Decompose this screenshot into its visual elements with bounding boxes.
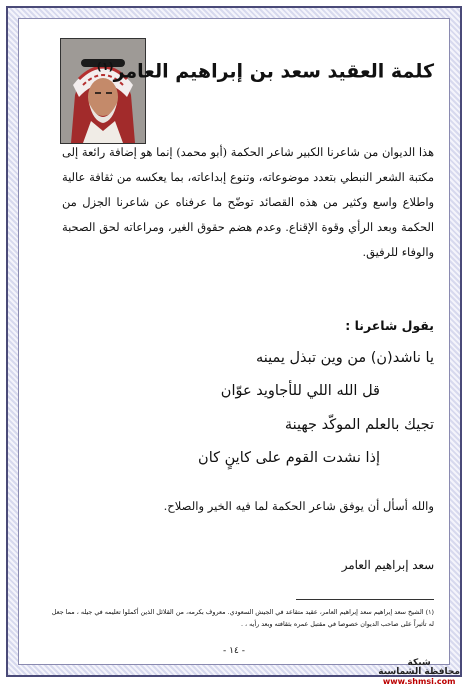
verse-line-3: تجيك بالعلم الموكّد جهينة — [284, 417, 434, 433]
page-number: - ١٤ - — [223, 646, 245, 656]
watermark-name: محافظة الشماسية — [378, 667, 460, 677]
footnote-divider — [296, 599, 434, 600]
watermark — [378, 659, 460, 686]
verse-line-1: يا ناشد(ن) من وين تبذل يمينه — [255, 350, 434, 366]
closing-text: والله أسأل أن يوفق شاعر الحكمة لما فيه الخير والصلاح. — [163, 499, 434, 513]
author-portrait — [60, 38, 146, 144]
footnote: (١) الشيخ سعد إبراهيم سعد إبراهيم العامر، عقيد متقاعد في الجيش السعودي. معروف بكرمه، من القلائل الذين أكملوا تعليمه في جيله ، مما جعل له تأثيراً على صاحب الديوان خصوصا في مقتبل عمره بثقافته وبعد رأيه ، . — [51, 608, 434, 628]
verse-line-4: إذا نشدت القوم على كاينٍ كان — [198, 450, 380, 466]
verse-intro-heading: يقول شاعرنا : — [345, 318, 434, 333]
document-page — [24, 24, 444, 664]
title-footnote-ref: (١) — [96, 60, 114, 73]
watermark-url: www.shmsi.com — [382, 677, 456, 686]
watermark-brand: شبكة — [407, 658, 431, 668]
signature: سعد إبراهيم العامر — [341, 558, 434, 572]
intro-paragraph: هذا الديوان من شاعرنا الكبير شاعر الحكمة (أبو محمد) إنما هو إضافة رائعة إلى مكتبة الشعر النبطي بتعدد موضوعاته، وتنوع إبداعاته، بما يعكسه من ثقافة عالية واطلاع واسع وكثير من هذه القصائد توضّح ما عرفناه عن شاعرنا الجزل من الحكمة وبعد الرأي وقوة الإقناع. وعدم هضم حقوق الغير، ومراعاته لحق الصحبة والوفاء للرفيق. — [62, 145, 434, 259]
portrait-image — [61, 39, 145, 143]
verse-line-2: قل الله اللي للأجاويد عوّان — [220, 383, 380, 399]
page-title — [96, 60, 434, 83]
title-text: كلمة العقيد سعد بن إبراهيم العامر — [113, 60, 434, 83]
